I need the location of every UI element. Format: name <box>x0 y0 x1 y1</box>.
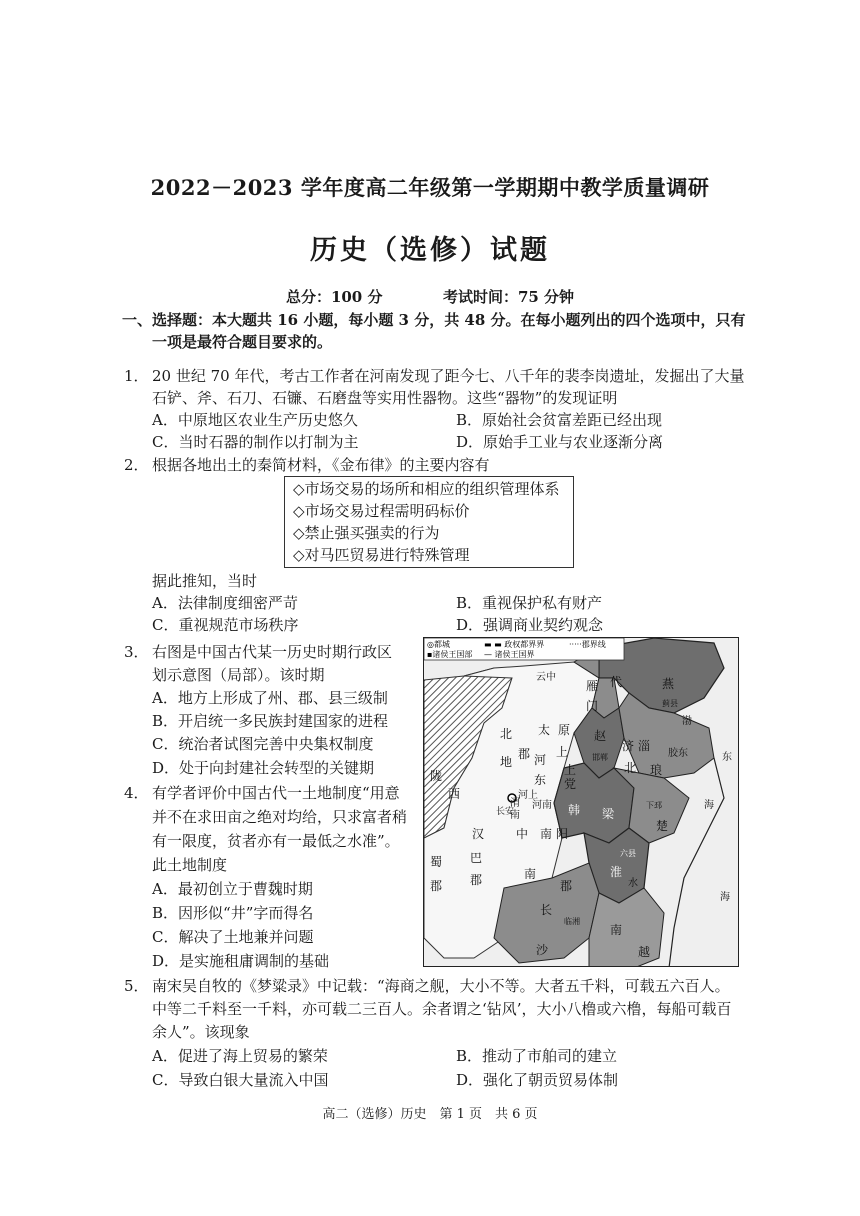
label-yue: 越 <box>638 945 651 959</box>
label-nan: 南 <box>510 810 520 821</box>
legend-boundary: ▬ ▬ 政权都界界 <box>484 640 545 649</box>
question-stem: 石铲、斧、石刀、石镰、石磨盘等实用性器物。这些“器物”的发现证明 <box>152 389 618 407</box>
option-d[interactable]: D．强调商业契约观念 <box>456 616 604 634</box>
section-heading-line2: 一项是最符合题目要求的。 <box>152 333 333 351</box>
label-shu: 蜀 <box>430 855 443 869</box>
label-yunzhong: 云中 <box>536 672 556 683</box>
option-b[interactable]: B．推动了市舶司的建立 <box>456 1047 618 1065</box>
question-stem: 右图是中国古代某一历史时期行政区 <box>152 643 393 661</box>
label-hai2: 海 <box>720 892 730 903</box>
label-ji: 济 <box>622 739 635 753</box>
label-jixian: 蓟县 <box>662 699 678 708</box>
label-xi: 西 <box>448 787 461 801</box>
label-bajun: 郡 <box>470 873 483 887</box>
option-b[interactable]: B．原始社会贫富差距已经出现 <box>456 411 663 429</box>
label-chu: 楚 <box>656 819 669 833</box>
label-jun2: 郡 <box>560 879 573 893</box>
map-region-nanyue <box>589 888 664 967</box>
option-a[interactable]: A．促进了海上贸易的繁荣 <box>152 1047 328 1065</box>
option-b[interactable]: B．开启统一多民族封建国家的进程 <box>152 712 389 730</box>
label-han: 韩 <box>568 803 581 817</box>
label-nan4: 南 <box>610 923 623 937</box>
option-d[interactable]: D．原始手工业与农业逐渐分离 <box>456 433 664 451</box>
label-liang: 梁 <box>602 807 615 821</box>
label-shui: 水 <box>628 878 638 889</box>
question-number: 5． <box>124 977 149 995</box>
option-c[interactable]: C．解决了土地兼并问题 <box>152 928 314 946</box>
legend-kingdom: ▪诸侯王国部 <box>427 650 473 659</box>
label-heshang: 河上 <box>518 790 538 801</box>
label-hai: 海 <box>704 800 714 811</box>
section-heading-line1: 一、选择题：本大题共 16 小题，每小题 3 分，共 48 分。在每小题列出的四个选项中，只有 <box>122 311 746 329</box>
label-zi: 淄 <box>638 739 651 753</box>
question-stem: 南宋吴自牧的《梦粱录》中记载：“海商之舰，大小不等。大者五千料，可载五六百人。 <box>152 977 730 995</box>
label-dai: 代 <box>610 675 623 689</box>
exam-meta <box>0 286 860 307</box>
label-hanzhong1: 汉 <box>472 827 485 841</box>
label-dong2: 东 <box>722 752 732 763</box>
question-number: 1． <box>124 367 149 385</box>
label-bei2: 北 <box>624 761 637 775</box>
option-c[interactable]: C．重视规范市场秩序 <box>152 616 299 634</box>
label-henan: 河南 <box>532 800 552 811</box>
label-men: 门 <box>586 699 599 713</box>
map-svg <box>424 638 739 967</box>
option-a[interactable]: A．中原地区农业生产历史悠久 <box>152 411 358 429</box>
label-nan3: 南 <box>524 867 537 881</box>
label-yan: 燕 <box>662 677 675 691</box>
label-hanzhong2: 中 <box>516 827 529 841</box>
option-a[interactable]: A．地方上形成了州、郡、县三级制 <box>152 689 388 707</box>
label-lang: 琅 <box>650 763 663 777</box>
label-shang: 上 <box>556 745 569 759</box>
label-yan2: 雁 <box>586 679 599 693</box>
label-di: 地 <box>500 755 513 769</box>
label-dang: 党 <box>564 777 577 791</box>
question-stem: 中等二千料至一千料，亦可载二三百人。余者谓之‘钻风’，大小八橹或六橹，每船可载百 <box>152 1000 732 1018</box>
exam-time: 考试时间：75 分钟 <box>442 288 575 306</box>
label-yang: 阳 <box>556 827 569 841</box>
question-stem: 此土地制度 <box>152 856 228 874</box>
label-xiapi: 下邳 <box>646 801 662 810</box>
label-long: 陇 <box>430 769 443 783</box>
question-number: 3． <box>124 643 149 661</box>
legend-commandery-line: ·····郡界线 <box>569 640 606 649</box>
question-stem: 有学者评价中国古代一土地制度“用意 <box>152 784 400 802</box>
option-c[interactable]: C．统治者试图完善中央集权制度 <box>152 735 374 753</box>
page-footer: 高二（选修）历史 第 1 页 共 6 页 <box>322 1107 538 1122</box>
question-stem: 余人”。该现象 <box>152 1023 250 1041</box>
material-item: ◇市场交易的场所和相应的组织管理体系 <box>293 480 560 498</box>
label-liuxian: 六县 <box>620 849 636 858</box>
option-b[interactable]: B．因形似“井”字而得名 <box>152 904 314 922</box>
label-yuan: 原 <box>558 723 571 737</box>
option-d[interactable]: D．处于向封建社会转型的关键期 <box>152 759 375 777</box>
option-a[interactable]: A．最初创立于曹魏时期 <box>152 880 313 898</box>
label-huai: 淮 <box>610 865 623 879</box>
question-stem: 并不在求田亩之绝对均给，只求富者稍 <box>152 808 408 826</box>
label-he: 河 <box>534 753 547 767</box>
label-ba: 巴 <box>470 851 483 865</box>
label-linxiang: 临湘 <box>564 917 580 926</box>
option-c[interactable]: C．导致白银大量流入中国 <box>152 1071 329 1089</box>
label-zhao: 赵 <box>594 729 607 743</box>
label-sha: 沙 <box>536 943 549 957</box>
material-box <box>284 476 574 568</box>
exam-title: 2022－2023 学年度高二年级第一学期期中教学质量调研 <box>150 175 710 200</box>
question-prompt: 据此推知，当时 <box>152 572 258 590</box>
label-chang: 长 <box>540 903 553 917</box>
legend-kingdom-border: — 诸侯王国界 <box>484 650 535 659</box>
option-a[interactable]: A．法律制度细密严苛 <box>152 594 298 612</box>
option-c[interactable]: C．当时石器的制作以打制为主 <box>152 433 359 451</box>
label-bo: 渤 <box>682 716 692 727</box>
question-stem: 划示意图（局部）。该时期 <box>152 666 325 684</box>
label-bei: 北 <box>500 727 513 741</box>
option-d[interactable]: D．强化了朝贡贸易体制 <box>456 1071 619 1089</box>
option-b[interactable]: B．重视保护私有财产 <box>456 594 603 612</box>
exam-subtitle: 历史（选修）试题 <box>310 235 550 266</box>
total-score: 总分：100 分 <box>285 288 383 306</box>
label-jiaodong: 胶东 <box>668 748 688 759</box>
material-item: ◇对马匹贸易进行特殊管理 <box>293 546 470 564</box>
question-stem: 根据各地出土的秦简材料，《金布律》的主要内容有 <box>152 456 490 474</box>
label-wei: 渭 <box>510 798 520 809</box>
label-tai: 太 <box>538 723 551 737</box>
question-number: 4． <box>124 784 149 802</box>
material-item: ◇市场交易过程需明码标价 <box>293 502 470 520</box>
option-d[interactable]: D．是实施租庸调制的基础 <box>152 952 330 970</box>
label-handan: 邯郸 <box>592 753 608 762</box>
label-changan: 长安 <box>496 807 515 817</box>
label-jun: 郡 <box>518 747 531 761</box>
label-nan2: 南 <box>540 827 553 841</box>
legend-capital: ◎都城 <box>427 640 450 649</box>
question-stem: 20 世纪 70 年代，考古工作者在河南发现了距今七、八千年的裴李岗遗址，发掘出了大量 <box>152 367 745 385</box>
question-stem: 有一限度，贫者亦有一最低之水准”。 <box>152 832 400 850</box>
administrative-map <box>423 637 739 967</box>
material-item: ◇禁止强买强卖的行为 <box>293 524 440 542</box>
label-shang2: 上 <box>564 763 577 777</box>
label-shujun: 郡 <box>430 879 443 893</box>
question-number: 2． <box>124 456 149 474</box>
label-dong: 东 <box>534 773 547 787</box>
